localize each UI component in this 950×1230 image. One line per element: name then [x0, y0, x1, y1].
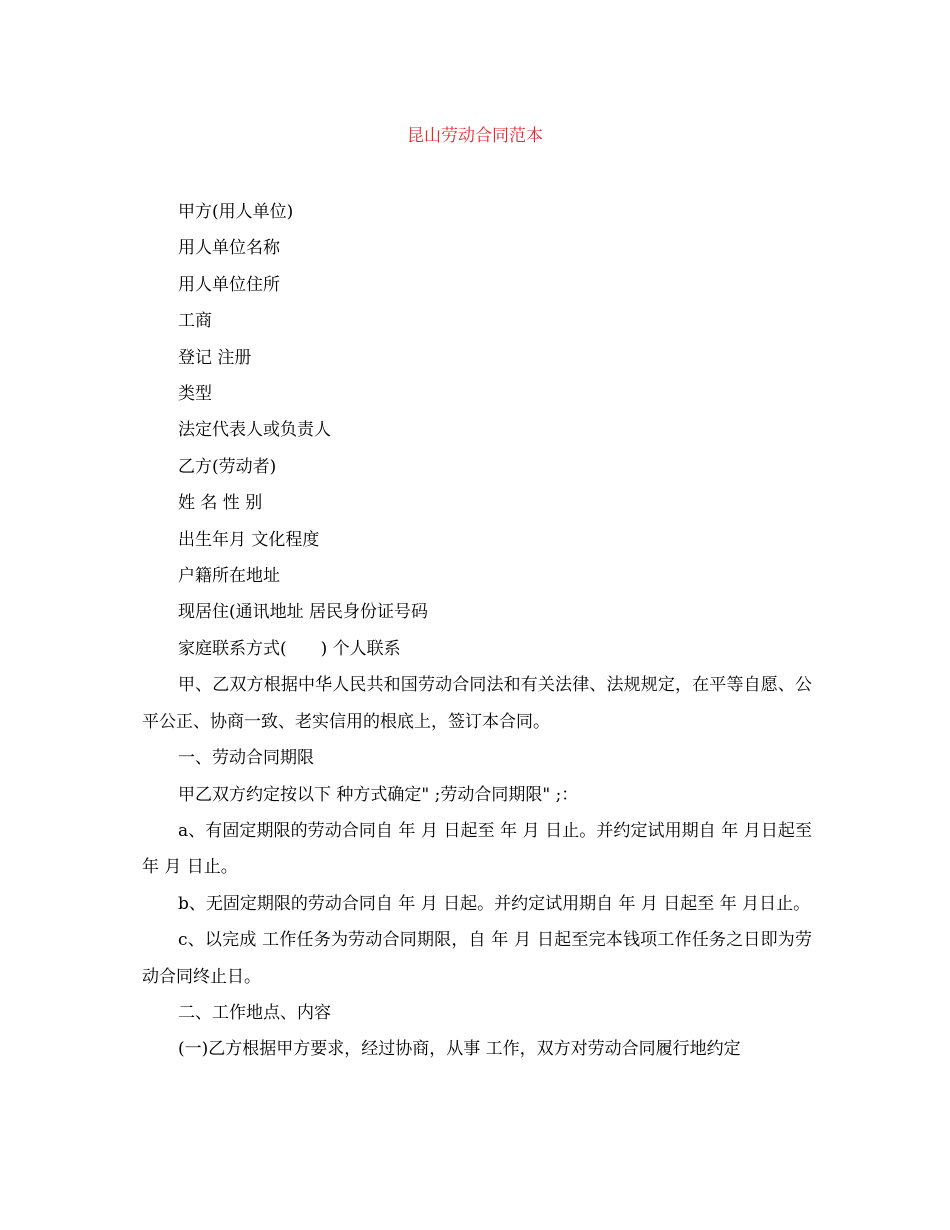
- paragraph: 类型: [178, 384, 212, 405]
- paragraph: 工商: [178, 311, 212, 332]
- paragraph: c、以完成 工作任务为劳动合同期限，自 年 月 日起至完本钱项工作任务之日即为劳动合同终止日。: [142, 930, 812, 987]
- paragraph: 甲乙双方约定按以下 种方式确定" ;劳动合同期限" ;：: [178, 784, 579, 805]
- paragraph: 家庭联系方式( ) 个人联系: [178, 638, 401, 659]
- paragraph: b、无固定期限的劳动合同自 年 月 日起。并约定试用期自 年 月 日起至 年 月日止。: [178, 893, 811, 914]
- document-title: 昆山劳动合同范本: [407, 126, 543, 146]
- section-heading: 二、工作地点、内容: [178, 1002, 331, 1023]
- paragraph: 登记 注册: [178, 347, 252, 368]
- paragraph: 乙方(劳动者): [178, 456, 277, 477]
- document-body: [142, 194, 812, 1068]
- paragraph: (一)乙方根据甲方要求，经过协商，从事 工作，双方对劳动合同履行地约定: [178, 1039, 741, 1060]
- paragraph: 户籍所在地址: [178, 566, 280, 587]
- paragraph: 用人单位名称: [178, 238, 280, 259]
- paragraph: a、有固定期限的劳动合同自 年 月 日起至 年 月 日止。并约定试用期自 年 月日起至 年 月 日止。: [142, 820, 812, 878]
- paragraph: 甲方(用人单位): [178, 202, 294, 222]
- paragraph: 姓 名 性 别: [178, 493, 263, 514]
- paragraph: 法定代表人或负责人: [178, 420, 331, 441]
- paragraph: 甲、乙双方根据中华人民共和国劳动合同法和有关法律、法规规定，在平等自愿、公平公正、协商一致、老实信用的根底上，签订本合同。: [142, 675, 812, 732]
- paragraph: 用人单位住所: [178, 274, 280, 295]
- paragraph: 出生年月 文化程度: [178, 529, 320, 550]
- section-heading: 一、劳动合同期限: [178, 748, 314, 769]
- paragraph: 现居住(通讯地址 居民身份证号码: [178, 602, 429, 623]
